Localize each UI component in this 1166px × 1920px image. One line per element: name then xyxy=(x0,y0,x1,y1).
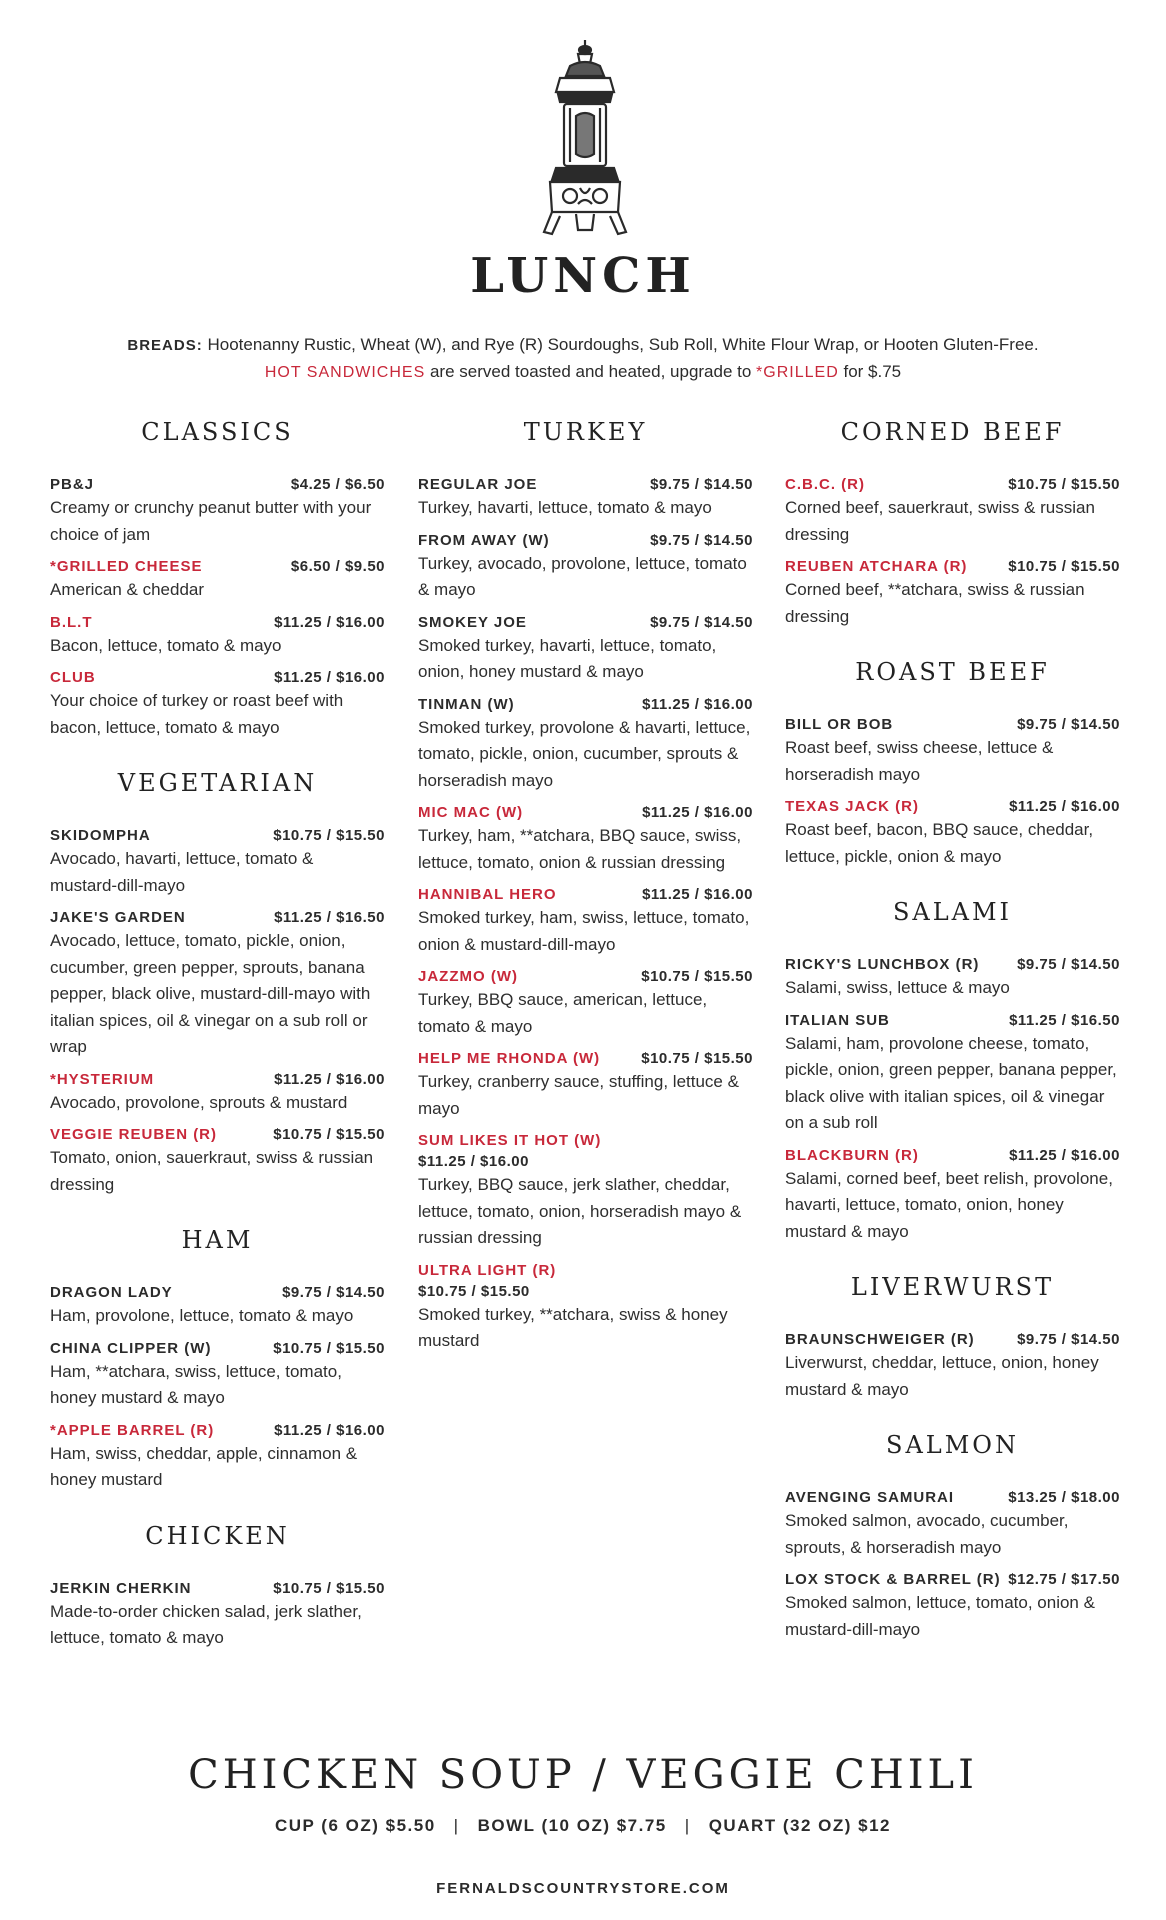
menu-item-blackburn-r xyxy=(785,1147,1120,1246)
menu-item-price: $12.75 / $17.50 xyxy=(1008,1571,1120,1588)
menu-item-name: *APPLE BARREL (R) xyxy=(50,1421,215,1439)
menu-item-price: $13.25 / $18.00 xyxy=(1008,1489,1120,1506)
menu-item-price: $9.75 / $14.50 xyxy=(1017,716,1120,733)
hot-sandwiches-label: HOT SANDWICHES xyxy=(264,364,426,381)
menu-item-lox-stock-barrel-r xyxy=(785,1571,1120,1643)
menu-item-price: $6.50 / $9.50 xyxy=(290,558,385,575)
section-heading: LIVERWURST xyxy=(850,1273,1055,1301)
menu-item-header xyxy=(785,716,1120,733)
menu-item-description: Corned beef, **atchara, swiss & russian dressing xyxy=(785,580,1085,626)
menu-item-description: Your choice of turkey or roast beef with bacon, lettuce, tomato & mayo xyxy=(50,691,344,737)
menu-item-name: CLUB xyxy=(50,669,96,686)
menu-item-c-b-c-r xyxy=(785,476,1120,548)
menu-section-ham xyxy=(50,1220,385,1494)
menu-item-price: $10.75 / $15.50 xyxy=(273,1339,385,1357)
menu-item-description: Roast beef, bacon, BBQ sauce, cheddar, lettuce, pickle, onion & mayo xyxy=(785,820,1094,866)
menu-item-price: $9.75 / $14.50 xyxy=(650,476,753,493)
menu-section-chicken xyxy=(50,1516,385,1652)
menu-item-header xyxy=(785,1012,1120,1029)
menu-item-name: HANNIBAL HERO xyxy=(418,886,557,903)
menu-item-ricky-s-lunchbox-r xyxy=(785,956,1120,1002)
menu-item-description: Ham, swiss, cheddar, apple, cinnamon & honey mustard xyxy=(50,1443,358,1489)
menu-item-apple-barrel-r xyxy=(50,1422,385,1494)
menu-item-price: $9.75 / $14.50 xyxy=(650,531,753,549)
menu-item-description: Salami, swiss, lettuce & mayo xyxy=(785,978,1010,997)
menu-item-description: Liverwurst, cheddar, lettuce, onion, honey mustard & mayo xyxy=(785,1353,1099,1399)
section-heading: SALMON xyxy=(886,1431,1019,1459)
menu-item-price: $10.75 / $15.50 xyxy=(641,1050,753,1067)
section-heading: CHICKEN xyxy=(145,1521,290,1550)
page-title: LUNCH xyxy=(470,248,696,304)
menu-item-header xyxy=(50,1284,385,1301)
soup-separator: | xyxy=(453,1816,460,1835)
menu-item-description: Creamy or crunchy peanut butter with your choice of jam xyxy=(50,498,372,544)
menu-item-name: SKIDOMPHA xyxy=(50,827,151,844)
menu-item-header xyxy=(785,1489,1120,1506)
section-heading: ROAST BEEF xyxy=(855,658,1050,686)
menu-item-name: VEGGIE REUBEN (R) xyxy=(50,1126,218,1143)
menu-item-description: Corned beef, sauerkraut, swiss & russian dressing xyxy=(785,498,1095,544)
menu-column-3 xyxy=(785,412,1120,1665)
menu-item-name: LOX STOCK & BARREL (R) xyxy=(785,1571,1001,1588)
menu-item-description: Turkey, BBQ sauce, american, lettuce, tomato & mayo xyxy=(418,990,708,1036)
menu-item-header xyxy=(418,804,753,821)
menu-item-name: *GRILLED CHEESE xyxy=(50,558,203,575)
menu-item-header xyxy=(50,476,385,493)
menu-item-header xyxy=(50,614,385,631)
menu-item-name: *HYSTERIUM xyxy=(50,1070,155,1088)
section-heading: CORNED BEEF xyxy=(840,418,1065,446)
menu-item-price: $9.75 / $14.50 xyxy=(650,613,753,631)
menu-item-name: JAKE'S GARDEN xyxy=(50,909,186,926)
menu-item-header xyxy=(418,476,753,493)
menu-item-description: Roast beef, swiss cheese, lettuce & horseradish mayo xyxy=(785,738,1054,784)
menu-item-name: SMOKEY JOE xyxy=(418,613,527,631)
menu-item-header xyxy=(50,669,385,686)
menu-section-classics xyxy=(50,412,385,741)
menu-item-description: Bacon, lettuce, tomato & mayo xyxy=(50,635,282,655)
menu-item-header xyxy=(50,1071,385,1088)
menu-item-name: REUBEN ATCHARA (R) xyxy=(785,558,968,575)
menu-item-header xyxy=(418,1050,753,1067)
menu-item-name: B.L.T xyxy=(50,613,93,631)
menu-item-china-clipper-w xyxy=(50,1340,385,1412)
menu-item-italian-sub xyxy=(785,1012,1120,1137)
breads-line xyxy=(0,332,1166,359)
menu-item-club xyxy=(50,669,385,741)
menu-item-header xyxy=(418,614,753,631)
menu-item-header xyxy=(418,1262,753,1279)
menu-section-salmon xyxy=(785,1425,1120,1643)
section-heading: HAM xyxy=(181,1226,254,1254)
menu-item-price: $10.75 / $15.50 xyxy=(1008,558,1120,575)
menu-item-name: DRAGON LADY xyxy=(50,1284,173,1301)
menu-item-header xyxy=(418,696,753,713)
menu-item-description: Turkey, havarti, lettuce, tomato & mayo xyxy=(418,498,712,517)
menu-item-name: BILL OR BOB xyxy=(785,716,894,733)
menu-item-description: Turkey, BBQ sauce, jerk slather, cheddar, lettuce, tomato, onion, horseradish mayo & russian dressing xyxy=(418,1175,742,1247)
menu-item-description: Smoked salmon, avocado, cucumber, sprouts, & horseradish mayo xyxy=(785,1511,1069,1557)
menu-item-price: $11.25 / $16.00 xyxy=(642,695,753,713)
menu-item-header xyxy=(50,909,385,926)
menu-item-hannibal-hero xyxy=(418,886,753,958)
menu-item-header xyxy=(418,968,753,985)
menu-item-from-away-w xyxy=(418,532,753,604)
menu-item-b-l-t xyxy=(50,614,385,660)
menu-item-price: $11.25 / $16.50 xyxy=(274,909,385,926)
menu-item-name: MIC MAC (W) xyxy=(418,804,524,821)
menu-item-price: $9.75 / $14.50 xyxy=(1017,956,1120,973)
menu-item-description: Ham, **atchara, swiss, lettuce, tomato, honey mustard & mayo xyxy=(50,1361,342,1407)
menu-item-header xyxy=(785,476,1120,493)
grilled-label: *GRILLED xyxy=(756,364,839,381)
menu-item-name: REGULAR JOE xyxy=(418,476,538,493)
menu-item-name: AVENGING SAMURAI xyxy=(785,1489,955,1506)
menu-item-header xyxy=(785,1147,1120,1164)
menu-item-bill-or-bob xyxy=(785,716,1120,788)
menu-item-price: $11.25 / $16.00 xyxy=(642,886,753,903)
menu-item-price: $10.75 / $15.50 xyxy=(273,1126,385,1143)
menu-item-jazzmo-w xyxy=(418,968,753,1040)
menu-item-header xyxy=(50,558,385,575)
menu-item-jake-s-garden xyxy=(50,909,385,1061)
menu-item-name: JERKIN CHERKIN xyxy=(50,1579,192,1597)
menu-item-tinman-w xyxy=(418,696,753,795)
menu-item-name: C.B.C. (R) xyxy=(785,476,865,493)
menu-item-braunschweiger-r xyxy=(785,1331,1120,1403)
menu-item-name: JAZZMO (W) xyxy=(418,968,518,985)
menu-item-header xyxy=(50,1580,385,1597)
menu-item-price: $10.75 / $15.50 xyxy=(641,968,753,985)
menu-item-description: Made-to-order chicken salad, jerk slather, lettuce, tomato & mayo xyxy=(50,1601,362,1647)
menu-item-header xyxy=(50,1422,385,1439)
menu-item-description: Smoked turkey, provolone & havarti, lettuce, tomato, pickle, onion, cucumber, sprouts & horseradish mayo xyxy=(418,717,751,790)
section-heading: VEGETARIAN xyxy=(117,769,318,797)
menu-column-2 xyxy=(418,412,753,1377)
menu-item-price: $10.75 / $15.50 xyxy=(273,1579,385,1597)
breads-label: BREADS: xyxy=(127,337,203,354)
menu-item-description: Smoked turkey, ham, swiss, lettuce, tomato, onion & mustard-dill-mayo xyxy=(418,908,750,954)
menu-item-description: Tomato, onion, sauerkraut, swiss & russian dressing xyxy=(50,1148,374,1194)
menu-item-hysterium xyxy=(50,1071,385,1117)
menu-item-header xyxy=(50,827,385,844)
soup-separator: | xyxy=(684,1816,691,1835)
menu-item-avenging-samurai xyxy=(785,1489,1120,1561)
menu-item-description: Turkey, cranberry sauce, stuffing, lettuce & mayo xyxy=(418,1072,739,1118)
menu-item-price: $4.25 / $6.50 xyxy=(290,476,385,493)
soup-prices xyxy=(0,1816,1166,1836)
menu-item-name: CHINA CLIPPER (W) xyxy=(50,1339,212,1357)
website-url: FERNALDSCOUNTRYSTORE.COM xyxy=(436,1880,730,1897)
menu-item-description: American & cheddar xyxy=(50,580,205,599)
menu-item-description: Avocado, havarti, lettuce, tomato & mustard-dill-mayo xyxy=(50,849,314,895)
menu-item-price: $10.75 / $15.50 xyxy=(273,827,385,844)
menu-item-header xyxy=(785,1571,1120,1588)
section-heading: TURKEY xyxy=(523,418,648,446)
menu-item-grilled-cheese xyxy=(50,558,385,604)
menu-item-smokey-joe xyxy=(418,614,753,686)
menu-section-liverwurst xyxy=(785,1267,1120,1403)
menu-item-price: $11.25 / $16.00 xyxy=(642,804,753,821)
menu-item-name: ITALIAN SUB xyxy=(785,1011,890,1029)
menu-item-header xyxy=(50,1340,385,1357)
menu-item-header xyxy=(418,886,753,903)
menu-item-header xyxy=(785,1331,1120,1348)
soup-size-bowl: BOWL (10 OZ) $7.75 xyxy=(477,1816,667,1835)
menu-item-price: $9.75 / $14.50 xyxy=(1017,1331,1120,1348)
menu-item-jerkin-cherkin xyxy=(50,1580,385,1652)
soup-size-quart: QUART (32 OZ) $12 xyxy=(708,1816,892,1835)
menu-item-description: Turkey, ham, **atchara, BBQ sauce, swiss, lettuce, tomato, onion & russian dressing xyxy=(418,826,742,872)
menu-item-header xyxy=(418,1132,753,1149)
menu-item-pb-j xyxy=(50,476,385,548)
menu-item-header xyxy=(785,798,1120,815)
menu-item-description: Salami, corned beef, beet relish, provolone, havarti, lettuce, tomato, onion, honey mustard & mayo xyxy=(785,1168,1113,1241)
bread-info xyxy=(0,332,1166,386)
menu-item-price: $11.25 / $16.50 xyxy=(1009,1011,1120,1029)
menu-item-header xyxy=(785,956,1120,973)
menu-section-roast-beef xyxy=(785,652,1120,870)
menu-item-regular-joe xyxy=(418,476,753,522)
menu-item-name: TEXAS JACK (R) xyxy=(785,798,920,815)
menu-item-header xyxy=(785,558,1120,575)
section-heading: CLASSICS xyxy=(141,418,294,446)
menu-item-price: $11.25 / $16.00 xyxy=(274,669,385,686)
menu-item-name: PB&J xyxy=(50,476,95,493)
menu-column-1 xyxy=(50,412,385,1674)
menu-item-name: FROM AWAY (W) xyxy=(418,531,550,549)
section-heading: SALAMI xyxy=(892,898,1013,926)
menu-item-name: BRAUNSCHWEIGER (R) xyxy=(785,1331,975,1348)
menu-item-veggie-reuben-r xyxy=(50,1126,385,1198)
menu-item-name: RICKY'S LUNCHBOX (R) xyxy=(785,956,980,973)
grilled-price-text: for $.75 xyxy=(838,362,902,381)
menu-item-price: $10.75 / $15.50 xyxy=(1008,476,1120,493)
menu-item-description: Avocado, lettuce, tomato, pickle, onion, cucumber, green pepper, sprouts, banana pepper, black olive, mustard-dill-mayo with italian spices, oil & vinegar on a sub roll or wrap xyxy=(50,931,371,1056)
menu-item-skidompha xyxy=(50,827,385,899)
menu-item-price: $11.25 / $16.00 xyxy=(418,1153,529,1170)
hot-sandwiches-text: are served toasted and heated, upgrade to xyxy=(425,362,757,381)
menu-item-name: SUM LIKES IT HOT (W) xyxy=(418,1132,602,1149)
menu-item-description: Smoked salmon, lettuce, tomato, onion & mustard-dill-mayo xyxy=(785,1593,1095,1639)
menu-item-description: Turkey, avocado, provolone, lettuce, tomato & mayo xyxy=(418,553,747,599)
menu-item-price: $11.25 / $16.00 xyxy=(1009,798,1120,815)
menu-item-help-me-rhonda-w xyxy=(418,1050,753,1122)
menu-section-turkey xyxy=(418,412,753,1355)
menu-item-price: $11.25 / $16.00 xyxy=(274,1070,385,1088)
menu-section-vegetarian xyxy=(50,763,385,1198)
menu-item-price: $11.25 / $16.00 xyxy=(274,1421,385,1439)
menu-item-header xyxy=(418,532,753,549)
menu-item-ultra-light-r xyxy=(418,1262,753,1355)
menu-item-mic-mac-w xyxy=(418,804,753,876)
soup-size-cup: CUP (6 OZ) $5.50 xyxy=(274,1816,436,1835)
menu-item-description: Ham, provolone, lettuce, tomato & mayo xyxy=(50,1306,354,1325)
menu-item-description: Smoked turkey, havarti, lettuce, tomato, onion, honey mustard & mayo xyxy=(418,635,717,681)
menu-item-name: TINMAN (W) xyxy=(418,695,515,713)
menu-section-salami xyxy=(785,892,1120,1245)
menu-item-price: $10.75 / $15.50 xyxy=(418,1282,530,1300)
menu-item-sum-likes-it-hot-w xyxy=(418,1132,753,1252)
wood-stove-logo xyxy=(530,36,640,241)
menu-item-description: Avocado, provolone, sprouts & mustard xyxy=(50,1092,348,1112)
menu-item-header xyxy=(50,1126,385,1143)
hot-sandwiches-line xyxy=(0,359,1166,386)
soup-title: CHICKEN SOUP / VEGGIE CHILI xyxy=(188,1752,978,1798)
menu-item-description: Salami, ham, provolone cheese, tomato, pickle, onion, green pepper, banana pepper, black olive with italian spices, oil & vinegar on a sub roll xyxy=(785,1033,1117,1132)
menu-item-price: $11.25 / $16.00 xyxy=(1009,1146,1120,1164)
menu-item-name: BLACKBURN (R) xyxy=(785,1146,919,1164)
menu-item-dragon-lady xyxy=(50,1284,385,1330)
menu-item-price: $11.25 / $16.00 xyxy=(274,613,385,631)
menu-item-description: Smoked turkey, **atchara, swiss & honey mustard xyxy=(418,1304,728,1350)
menu-item-name: HELP ME RHONDA (W) xyxy=(418,1050,601,1067)
breads-text: Hootenanny Rustic, Wheat (W), and Rye (R) Sourdoughs, Sub Roll, White Flour Wrap, or Hooten Gluten-Free. xyxy=(202,335,1039,354)
menu-section-corned-beef xyxy=(785,412,1120,630)
menu-item-name: ULTRA LIGHT (R) xyxy=(418,1261,557,1279)
menu-item-texas-jack-r xyxy=(785,798,1120,870)
menu-item-reuben-atchara-r xyxy=(785,558,1120,630)
menu-item-price: $9.75 / $14.50 xyxy=(282,1284,385,1301)
